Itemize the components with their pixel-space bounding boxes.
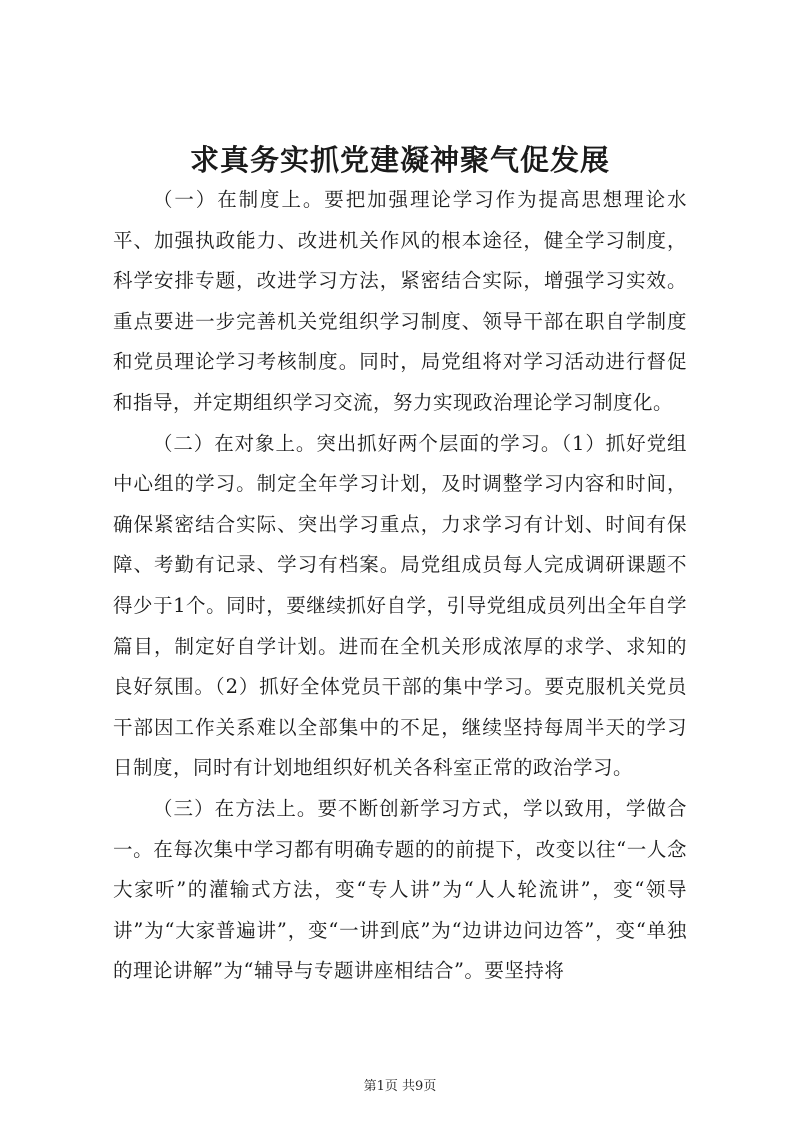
paragraph-target: （二）在对象上。突出抓好两个层面的学习。（1）抓好党组中心组的学习。制定全年学习计划，及时调整学习内容和时间，确保紧密结合实际、突出学习重点，力求学习有计划、时间有保障、考勤有记录、学习有档案。局党组成员每人完成调研课题不得少于1个。同时，要继续抓好自学，引导党组成员列出全年自学篇目，制定好自学计划。进而在全机关形成浓厚的求学、求知的良好氛围。（2）抓好全体党员干部的集中学习。要克服机关党员干部因工作关系难以全部集中的不足，继续坚持每周半天的学习日制度，同时有计划地组织好机关各科室正常的政治学习。 [113,431,687,780]
paragraph-method: （三）在方法上。要不断创新学习方式，学以致用，学做合一。在每次集中学习都有明确专题的的前提下，改变以往“一人念大家听”的灌输式方法，变“专人讲”为“人人轮流讲”，变“领导讲”为“大家普遍讲”，变“一讲到底”为“边讲边问边答”，变“单独的理论讲解”为“辅导与专题讲座相结合”。要坚持将 [113,796,687,983]
document-body [113,180,687,992]
page-number-footer: 第1页 共9页 [363,1079,437,1094]
document-title: 求真务实抓党建凝神聚气促发展 [189,143,610,177]
paragraph-institution: （一）在制度上。要把加强理论学习作为提高思想理论水平、加强执政能力、改进机关作风的根本途径，健全学习制度，科学安排专题，改进学习方法，紧密结合实际，增强学习实效。重点要进一步完善机关党组织学习制度、领导干部在职自学制度和党员理论学习考核制度。同时，局党组将对学习活动进行督促和指导，并定期组织学习交流，努力实现政治理论学习制度化。 [113,188,687,414]
